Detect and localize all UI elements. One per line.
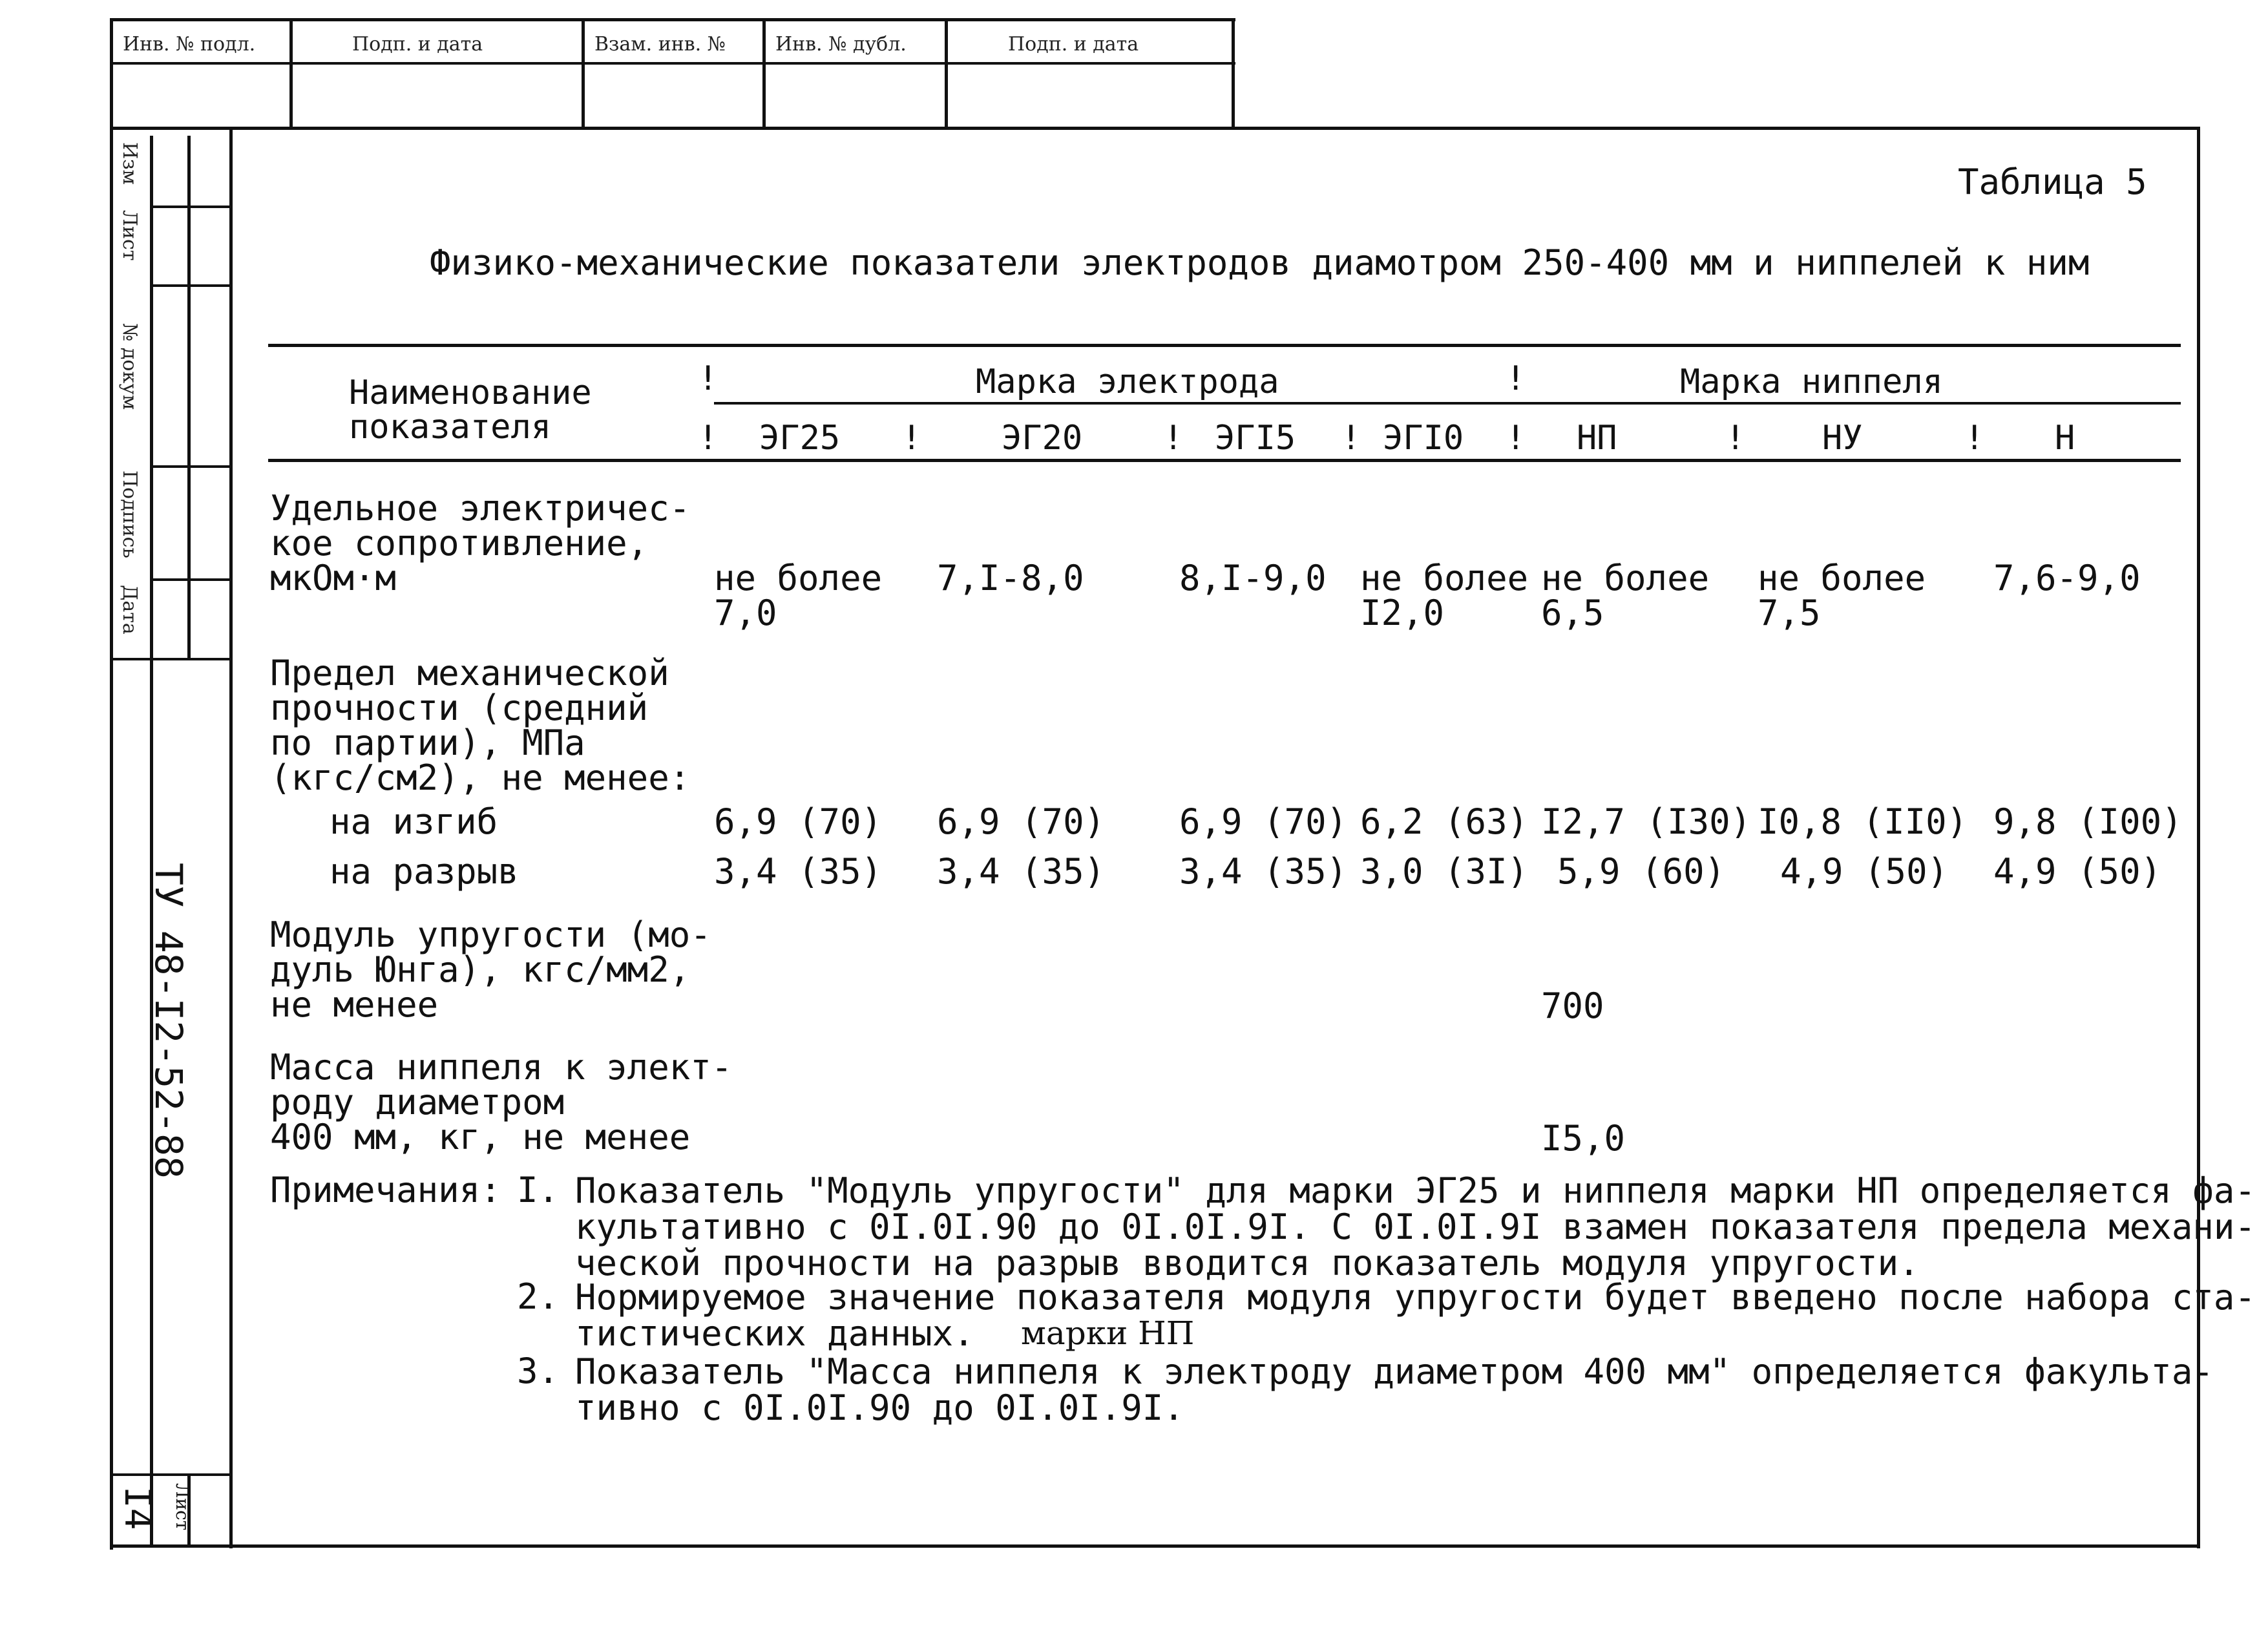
cell-np: I2,7 (I30) xyxy=(1541,801,1752,842)
subrow-name: на изгиб xyxy=(330,801,498,842)
cell-eg15: 3,4 (35) xyxy=(1179,851,1348,892)
note-number: 2. xyxy=(517,1276,560,1317)
cell-nu: 4,9 (50) xyxy=(1780,851,1949,892)
cell-np: 5,9 (60) xyxy=(1557,851,1726,892)
cell-eg10: не более I2,0 xyxy=(1360,558,1529,633)
cell-eg15: 8,I-9,0 xyxy=(1179,558,1327,598)
cell-eg20: 3,4 (35) xyxy=(937,851,1106,892)
cell-eg25: не более 7,0 xyxy=(714,558,883,633)
header-col-eg25: ЭГ25 xyxy=(759,419,841,458)
notes-label: Примечания: xyxy=(270,1170,501,1210)
handwritten-insert: марки НП xyxy=(1021,1314,1195,1352)
header-group-nipple: Марка ниппеля xyxy=(1680,363,1943,401)
header-separator: ! xyxy=(1341,419,1361,458)
header-col-eg10: ЭГI0 xyxy=(1383,419,1464,458)
stamp-cell-data: Дата xyxy=(118,585,141,635)
document-code: ТУ 48-I2-52-88 xyxy=(147,863,191,1179)
row-name: Масса ниппеля к элект- роду диаметром 400 мм, кг, не менее xyxy=(270,1047,733,1157)
header-col-np: НП xyxy=(1577,419,1617,458)
stamp-cell-izm: Изм xyxy=(118,142,141,185)
header-separator: ! xyxy=(1964,419,1985,458)
stamp-cell-podp-data-2: Подп. и дата xyxy=(1008,33,1139,56)
cell-eg10: 6,2 (63) xyxy=(1360,801,1529,842)
cell-np: не более 6,5 xyxy=(1541,558,1710,633)
header-col-eg15: ЭГI5 xyxy=(1215,419,1296,458)
note-number: 3. xyxy=(517,1351,560,1391)
stamp-cell-list: Лист xyxy=(118,210,141,261)
cell-eg15: 6,9 (70) xyxy=(1179,801,1348,842)
cell-n: 4,9 (50) xyxy=(1993,851,2162,892)
header-name-line2: показателя xyxy=(349,408,552,447)
cell-eg10: 3,0 (3I) xyxy=(1360,851,1529,892)
cell-eg20: 7,I-8,0 xyxy=(937,558,1084,598)
header-col-n: Н xyxy=(2055,419,2075,458)
cell-n: 7,6-9,0 xyxy=(1993,558,2141,598)
table-label: Таблица 5 xyxy=(1958,162,2147,202)
cell-value: I5,0 xyxy=(1541,1118,1626,1159)
cell-eg25: 6,9 (70) xyxy=(714,801,883,842)
stamp-cell-podp-data-1: Подп. и дата xyxy=(352,33,483,56)
header-separator: ! xyxy=(1725,419,1746,458)
stamp-cell-vzam-inv: Взам. инв. № xyxy=(594,33,726,56)
row-name: Предел механической прочности (средний по партии), МПа (кгс/см2), не менее: xyxy=(270,653,691,798)
header-separator: ! xyxy=(698,419,719,458)
page-title: Физико-механические показатели электродов диамотром 250-400 мм и ниппелей к ним xyxy=(430,242,2090,283)
note-text: Показатель "Масса ниппеля к электроду диаметром 400 мм" определяется факульта- тивно с 0I.0I.90 до 0I.0I.9I. xyxy=(575,1351,2214,1428)
sheet-number: I4 xyxy=(116,1486,158,1530)
row-name: Модуль упругости (мо- дуль Юнга), кгс/мм2, не менее xyxy=(270,914,711,1025)
header-separator: ! xyxy=(1163,419,1184,458)
header-separator: ! xyxy=(901,419,922,458)
stamp-cell-inv-dubl: Инв. № дубл. xyxy=(775,33,907,56)
cell-eg25: 3,4 (35) xyxy=(714,851,883,892)
header-separator: ! xyxy=(1506,419,1526,458)
sheet-label: Лист xyxy=(172,1483,193,1531)
cell-value: 700 xyxy=(1541,985,1604,1026)
stamp-cell-nom-dokum: № докум xyxy=(118,323,141,410)
note-number: I. xyxy=(517,1170,560,1210)
cell-nu: не более 7,5 xyxy=(1758,558,1926,633)
stamp-cell-podpis: Подпись xyxy=(118,470,141,558)
cell-nu: I0,8 (II0) xyxy=(1758,801,1968,842)
header-name-line1: Наименование xyxy=(349,374,592,412)
header-separator: ! xyxy=(698,359,719,398)
cell-eg20: 6,9 (70) xyxy=(937,801,1106,842)
header-separator: ! xyxy=(1506,359,1526,398)
row-name: Удельное электричес- кое сопротивление, мкОм·м xyxy=(270,488,691,598)
note-text: Нормируемое значение показателя модуля упругости будет введено после набора ста- тистических данных. xyxy=(575,1277,2256,1354)
subrow-name: на разрыв xyxy=(330,851,519,892)
note-text: Показатель "Модуль упругости" для марки ЭГ25 и ниппеля марки НП определяется фа- культативно с 0I.0I.90 до 0I.0I.9I. С 0I.0I.9I взамен показателя предела механи- ческой прочности на разрыв вводится показатель модуля упругости. xyxy=(575,1170,2256,1283)
cell-n: 9,8 (I00) xyxy=(1993,801,2183,842)
header-col-eg20: ЭГ20 xyxy=(1002,419,1083,458)
header-col-nu: НУ xyxy=(1822,419,1863,458)
header-group-electrode: Марка электрода xyxy=(976,363,1279,401)
stamp-cell-inv-podl: Инв. № подл. xyxy=(123,33,256,56)
